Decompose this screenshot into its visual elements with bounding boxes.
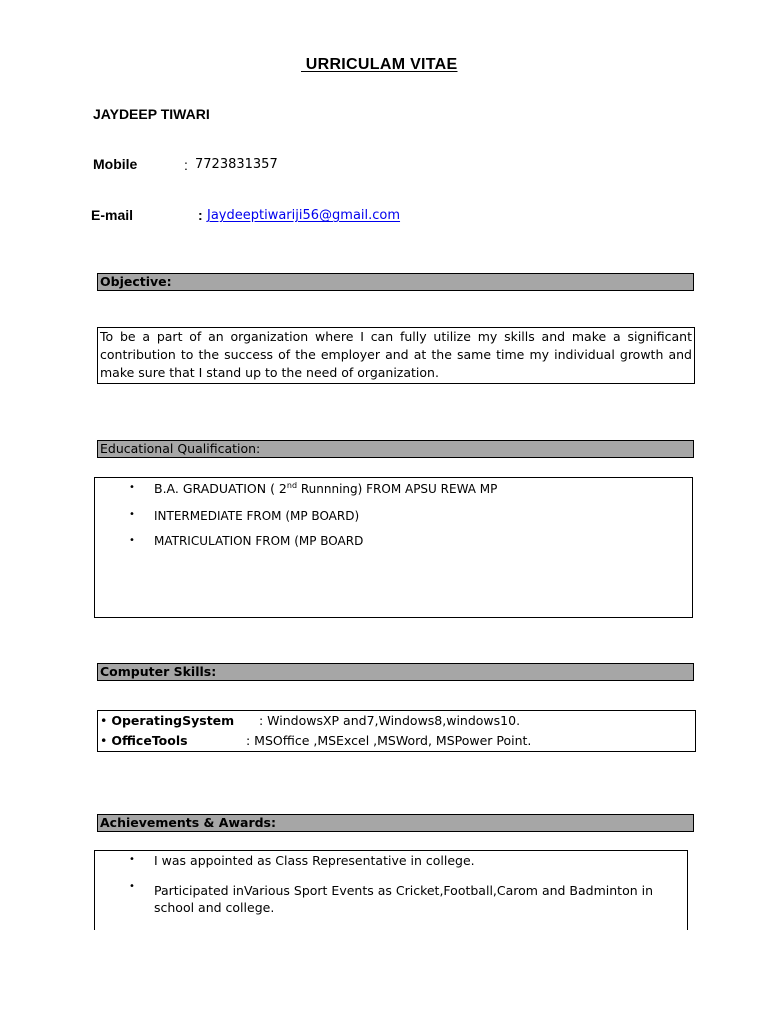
skill-office-value: : MSOffice ,MSExcel ,MSWord, MSPower Point. (246, 733, 532, 748)
email-link[interactable]: Jaydeeptiwariji56@gmail.com (207, 208, 401, 223)
skill-office-label: OfficeTools (111, 733, 188, 748)
skills-box (97, 710, 696, 752)
education-item-intermediate: INTERMEDIATE FROM (MP BOARD) (154, 509, 360, 523)
objective-box (97, 327, 695, 384)
email-label: E-mail (91, 207, 134, 223)
skills-heading: Computer Skills: (97, 663, 694, 681)
bullet-icon: • (129, 509, 135, 520)
email-colon: : (198, 207, 203, 223)
skill-row-office (100, 733, 188, 748)
bullet-icon: • (100, 733, 108, 748)
bullet-icon: • (129, 881, 135, 892)
achievements-heading: Achievements & Awards: (97, 814, 694, 832)
document-title: URRICULAM VITAE (301, 56, 458, 73)
education-item-graduation (154, 481, 497, 496)
skill-os-value: : WindowsXP and7,Windows8,windows10. (259, 713, 521, 728)
bullet-icon: • (129, 535, 135, 546)
achievement-item-sports: Participated inVarious Sport Events as Cricket,Football,Carom and Badminton in school and college. (154, 883, 654, 915)
skill-os-label: OperatingSystem (111, 713, 235, 728)
education-heading: Educational Qualification: (97, 440, 694, 458)
objective-heading: Objective: (97, 273, 694, 291)
candidate-name: JAYDEEP TIWARI (93, 106, 210, 122)
mobile-colon: : (184, 157, 188, 173)
bullet-icon: • (129, 482, 135, 493)
objective-text: To be a part of an organization where I can fully utilize my skills and make a significant contribution to the success of the employer and at the same time my individual growth and make sure that I stand up to the need of organization. (100, 329, 692, 380)
education-item-graduation-rest: Runnning) FROM APSU REWA MP (297, 482, 498, 497)
mobile-value: 7723831357 (195, 157, 278, 172)
ordinal-suffix: nd (286, 481, 298, 490)
bullet-icon: • (100, 713, 108, 728)
education-item-matriculation: MATRICULATION FROM (MP BOARD (154, 534, 364, 548)
education-box (94, 477, 693, 618)
skill-row-os (100, 713, 234, 728)
education-item-graduation-text: B.A. GRADUATION ( 2 (154, 481, 287, 497)
mobile-label: Mobile (93, 156, 138, 172)
bullet-icon: • (129, 854, 135, 865)
achievement-item-class-rep: I was appointed as Class Representative in college. (154, 853, 475, 868)
achievements-box (94, 850, 688, 930)
